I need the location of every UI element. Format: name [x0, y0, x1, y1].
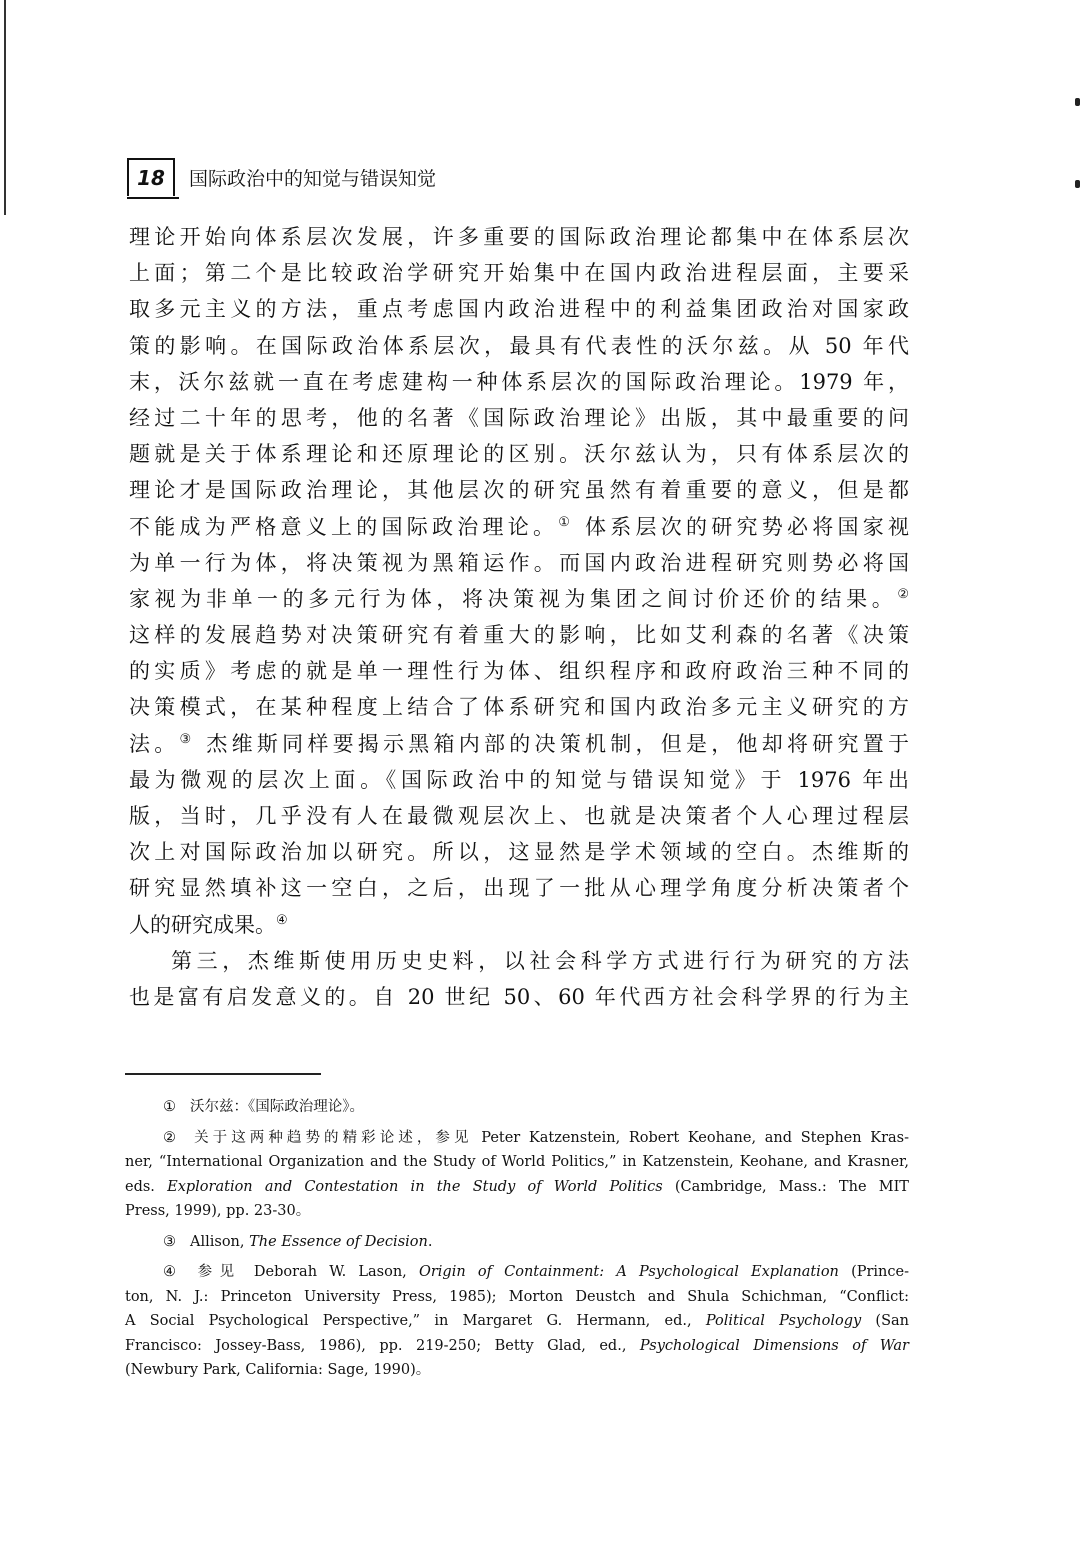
text-line — [129, 581, 909, 617]
book-title: Psychological Dimensions of War — [639, 1337, 909, 1354]
text-line: 最为微观的层次上面。《国际政治中的知觉与错误知觉》于 1976 年出 — [129, 767, 909, 792]
footnote-2 — [125, 1126, 909, 1224]
footnote-text: (San — [861, 1313, 909, 1329]
footnote-rule — [125, 1073, 321, 1075]
note-ref[interactable]: ① — [558, 514, 575, 530]
text-line: 取多元主义的方法，重点考虑国内政治进程中的利益集团政治对国家政 — [129, 297, 909, 322]
text-line: 上面；第二个是比较政治学研究开始集中在国内政治进程层面，主要采 — [129, 261, 909, 286]
text-line: 这样的发展趋势对决策研究有着重大的影响，比如艾利森的名著《决策 — [129, 623, 909, 648]
text-line: 经过二十年的思考，他的名著《国际政治理论》出版，其中最重要的问 — [129, 405, 909, 430]
footnote-line: Press, 1999), pp. 23-30。 — [125, 1203, 311, 1219]
page-number: 18 — [127, 158, 175, 196]
footnote-marker: ② — [163, 1129, 181, 1146]
running-header — [127, 157, 436, 197]
book-title: Origin of Containment: A Psychological Explanation — [418, 1264, 839, 1280]
footnote-4 — [125, 1260, 909, 1383]
book-title: Exploration and Contestation in the Study of World Politics — [167, 1178, 663, 1195]
text-line: 为单一行为体，将决策视为黑箱运作。而国内政治进程研究则势必将国 — [129, 550, 909, 575]
footnote-line: (Newbury Park, California: Sage, 1990)。 — [125, 1362, 431, 1378]
footnote-text: eds. — [125, 1178, 168, 1195]
footnote-text: 沃尔兹：《国际政治理论》。 — [190, 1099, 364, 1115]
scan-speck — [1075, 180, 1080, 188]
note-ref[interactable]: ③ — [179, 731, 196, 747]
footnote-3 — [125, 1230, 909, 1255]
footnote-marker: ③ — [163, 1233, 176, 1250]
footnote-line — [125, 1175, 909, 1200]
footnote-1 — [125, 1095, 909, 1120]
book-title: The Essence of Decision — [249, 1233, 428, 1250]
footnote-text: 参见 Deborah W. Lason, — [197, 1264, 419, 1280]
text-line: 理论才是国际政治理论，其他层次的研究虽然有着重要的意义，但是都 — [129, 478, 909, 503]
footnote-text: A Social Psychological Perspective,” in Margaret G. Hermann, ed., — [125, 1313, 706, 1329]
text-line: 研究显然填补这一空白，之后，出现了一批从心理学角度分析决策者个 — [129, 876, 909, 901]
text-line: 末，沃尔兹就一直在考虑建构一种体系层次的国际政治理论。1979 年， — [129, 369, 909, 394]
header-rule — [127, 197, 179, 199]
text-line: 的实质》考虑的就是单一理性行为体、组织程序和政府政治三种不同的 — [129, 659, 909, 684]
page-edge-line — [4, 0, 6, 215]
text-span: 人的研究成果。 — [129, 912, 276, 937]
text-line: 也是富有启发意义的。自 20 世纪 50、60 年代西方社会科学界的行为主 — [129, 984, 909, 1009]
text-line — [129, 726, 909, 762]
text-line: 题就是关于体系理论和还原理论的区别。沃尔兹认为，只有体系层次的 — [129, 442, 909, 467]
footnote-text: (Cambridge, Mass.: The MIT — [662, 1178, 909, 1195]
footnote-text: 关于这两种趋势的精彩论述，参见 Peter Katzenstein, Robert Keohane, and Stephen Kras- — [194, 1129, 909, 1146]
note-ref[interactable]: ② — [897, 586, 909, 602]
footnotes — [125, 1095, 909, 1389]
text-line — [129, 509, 909, 545]
text-span: 家视为非单一的多元行为体，将决策视为集团之间讨价还价的结果。 — [129, 586, 898, 611]
footnote-line — [125, 1260, 909, 1285]
footnote-line — [125, 1230, 909, 1255]
running-title: 国际政治中的知觉与错误知觉 — [189, 167, 437, 190]
text-line: 策的影响。在国际政治体系层次，最具有代表性的沃尔兹。从 50 年代 — [129, 333, 909, 358]
text-line: 理论开始向体系层次发展，许多重要的国际政治理论都集中在体系层次 — [129, 225, 909, 249]
text-span: 体系层次的研究势必将国家视 — [574, 514, 909, 539]
text-span: 法。 — [129, 731, 180, 756]
body-text — [129, 219, 909, 1015]
footnote-text: . — [427, 1233, 433, 1250]
text-span: 不能成为严格意义上的国际政治理论。 — [129, 514, 559, 539]
footnote-line — [125, 1334, 909, 1359]
scan-speck — [1075, 98, 1080, 106]
text-line: 次上对国际政治加以研究。所以，这显然是学术领域的空白。杰维斯的 — [129, 840, 909, 865]
footnote-text: Allison, — [190, 1233, 250, 1250]
footnote-line — [125, 1126, 909, 1151]
footnote-line — [125, 1095, 909, 1120]
text-line: 决策模式，在某种程度上结合了体系研究和国内政治多元主义研究的方 — [129, 695, 909, 720]
footnote-marker: ④ — [163, 1264, 184, 1280]
text-line: 第三，杰维斯使用历史史料，以社会科学方式进行行为研究的方法 — [171, 948, 909, 973]
footnote-line: ton, N. J.: Princeton University Press, 1985); Morton Deustch and Shula Schichman, “Conflict: — [125, 1288, 909, 1305]
footnote-text: (Prince- — [838, 1264, 909, 1280]
text-line: 版，当时，几乎没有人在最微观层次上、也就是决策者个人心理过程层 — [129, 804, 909, 828]
text-span: 杰维斯同样要揭示黑箱内部的决策机制，但是，他却将研究置于 — [195, 731, 909, 756]
footnote-text: Francisco: Jossey-Bass, 1986), pp. 219-250; Betty Glad, ed., — [125, 1337, 640, 1354]
footnote-line — [125, 1309, 909, 1334]
book-title: Political Psychology — [705, 1313, 862, 1329]
footnote-marker: ① — [163, 1099, 176, 1115]
footnote-line: ner, “International Organization and the Study of World Politics,” in Katzenstein, Keohane, and Krasner, — [125, 1154, 909, 1170]
text-line — [129, 907, 909, 943]
note-ref[interactable]: ④ — [276, 912, 288, 928]
